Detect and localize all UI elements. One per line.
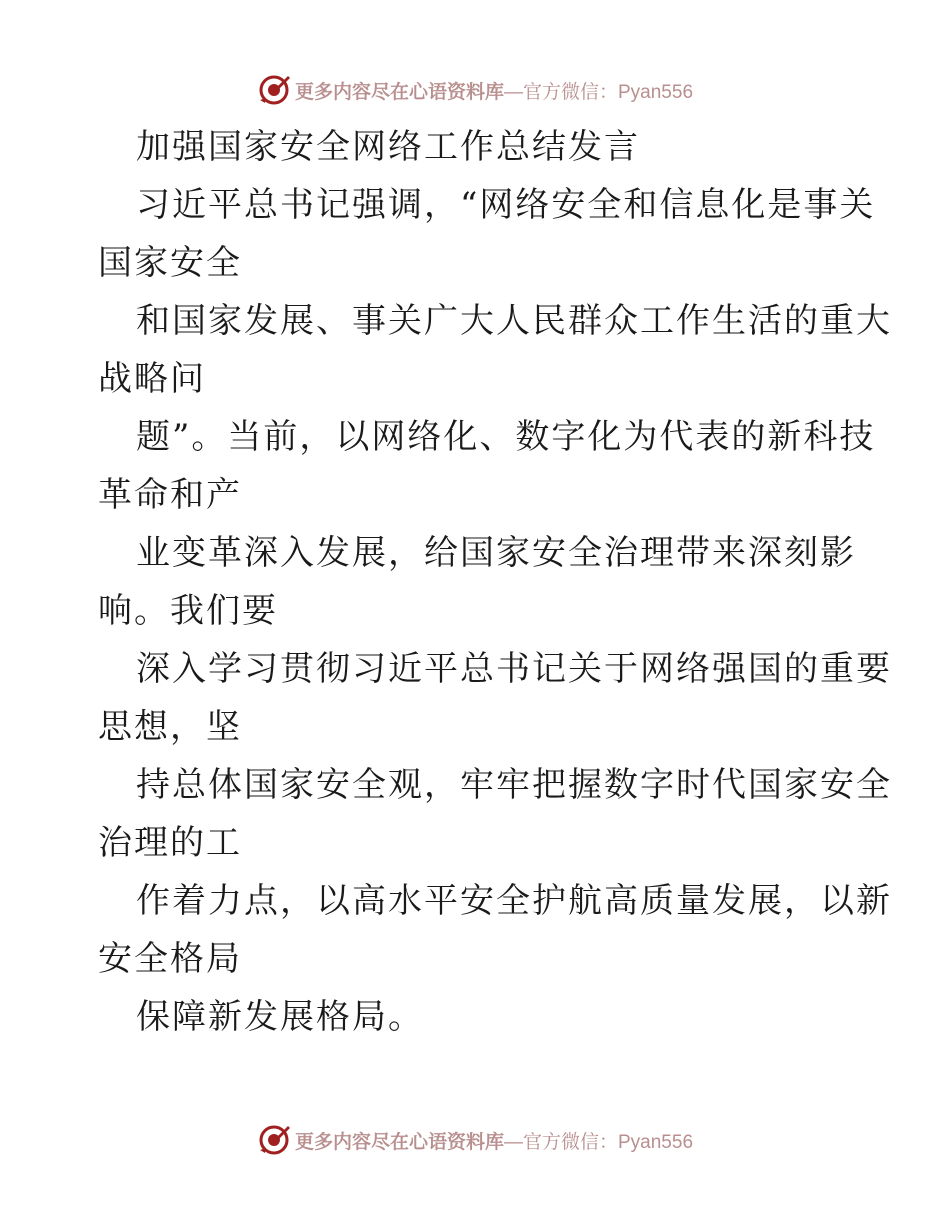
paragraph-line: 保障新发展格局。 — [136, 997, 424, 1037]
watermark-contact-text: —官方微信：Pyan556 — [504, 81, 694, 103]
watermark-promo-text: 更多内容尽在心语资料库 — [294, 1130, 504, 1153]
watermark-contact-text: —官方微信：Pyan556 — [504, 1131, 694, 1153]
pen-nib-circle-icon — [257, 73, 291, 107]
paragraph-line: 国家安全 — [98, 243, 242, 283]
header-banner — [0, 70, 950, 110]
watermark-promo-text: 更多内容尽在心语资料库 — [294, 80, 504, 103]
paragraph-line: 革命和产 — [98, 475, 242, 515]
paragraph-line: 和国家发展、事关广大人民群众工作生活的重大 — [136, 301, 892, 341]
paragraph-line: 深入学习贯彻习近平总书记关于网络强国的重要 — [136, 649, 892, 689]
pen-nib-circle-icon — [257, 1123, 291, 1157]
document-title: 加强国家安全网络工作总结发言 — [136, 127, 640, 167]
paragraph-line: 思想，坚 — [98, 707, 242, 747]
paragraph-line: 治理的工 — [98, 823, 242, 863]
paragraph-line: 战略问 — [98, 359, 206, 399]
paragraph-line: 响。我们要 — [98, 591, 278, 631]
paragraph-line: 安全格局 — [98, 939, 242, 979]
document-body — [98, 118, 892, 1046]
paragraph-line: 题”。当前，以网络化、数字化为代表的新科技 — [136, 417, 876, 457]
paragraph-line: 业变革深入发展，给国家安全治理带来深刻影 — [136, 533, 856, 573]
paragraph-line: 习近平总书记强调，“网络安全和信息化是事关 — [136, 185, 876, 225]
footer-banner — [0, 1120, 950, 1160]
paragraph-line: 作着力点，以高水平安全护航高质量发展，以新 — [136, 881, 892, 921]
paragraph-line: 持总体国家安全观，牢牢把握数字时代国家安全 — [136, 765, 892, 805]
